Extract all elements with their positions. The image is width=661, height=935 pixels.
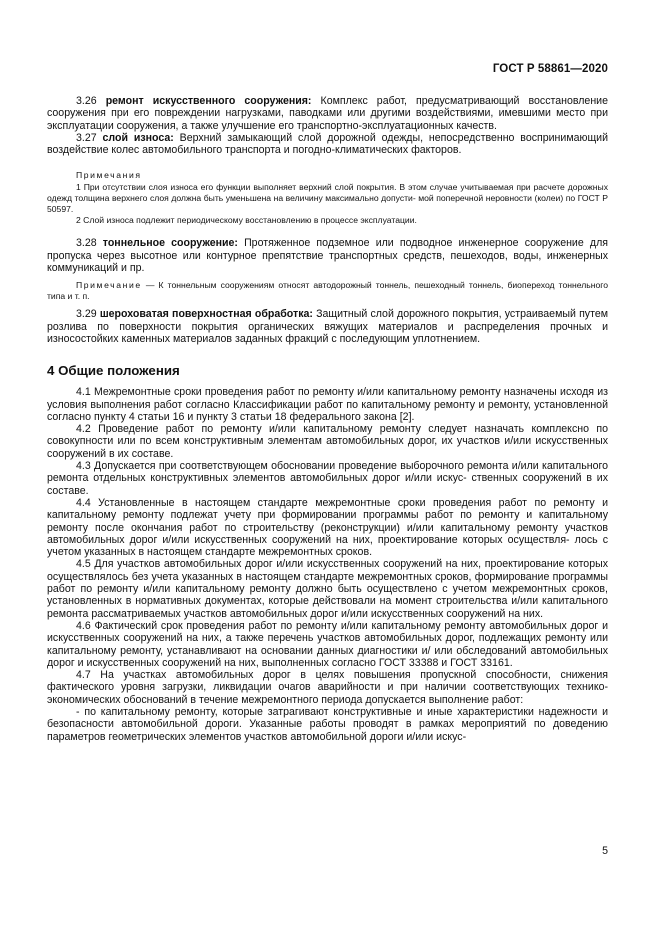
paragraph-4-6: 4.6 Фактический срок проведения работ по ремонту и/или капитальному ремонту автомобильных дорог и искусственных сооружений на них, а также перечень участков автомобильных дорог, подлежащих ремонту или капитальному ремонту, устанавливают на основании данных диагностики и/ или обследований автомобильных дорог и искусственных сооружений на них, выполненных согласно ГОСТ 33388 и ГОСТ 33161. — [47, 619, 608, 669]
term: ремонт искусственного сооружения: — [105, 95, 312, 107]
definition-3-28 — [47, 237, 608, 274]
paragraph-4-5: 4.5 Для участков автомобильных дорог и/или искусственных сооружений на них, проектирование которых осуществлялось без учета указанных в настоящем стандарте межремонтных сроков, формирование программы работ по ремонту и/или капитальному ремонту должно быть осуществлено с учетом межремонтных сроков, установленных в нормативных документах, которые действовали на момент строительства и/или капитального ремонта рассматриваемых участков автомобильных дорог и/или искусственных сооружений на них. — [47, 558, 608, 620]
section-4-heading: 4 Общие положения — [47, 363, 180, 379]
paragraph-4-4: 4.4 Установленные в настоящем стандарте межремонтные сроки проведения работ по ремонту и капитальному ремонту подлежат учету при формировании программы работ по ремонту и капитальному ремонту после окончания работ по строительству (реконструкции) и/или капитальному ремонту участков автомобильных дорог и/или искусственных сооружений на них, проектирование которых осуществля- лось с учетом указанных в настоящем стандарте межремонтных сроков. — [47, 496, 608, 559]
definition-text: Протяженное подземное или подводное инженерное сооружение для пропуска через высотное или контурное препятствие транспортных средств, пешеходов, воды, инженерных коммуникаций и пр. — [47, 237, 608, 275]
definition-3-29 — [47, 308, 608, 345]
definition-3-26 — [47, 95, 608, 132]
term: тоннельное сооружение: — [102, 237, 238, 250]
item-number: 3.28 — [76, 237, 97, 250]
note-2: 2 Слой износа подлежит периодическому восстановлению в процессе эксплуатации. — [76, 215, 417, 226]
term: шероховатая поверхностная обработка: — [99, 308, 313, 321]
note-1: 1 При отсутствии слоя износа его функции выполняет верхний слой покрытия. В этом случае учитываемая при расчете дорожных одежд толщина верхнего слоя должна быть уменьшена на величину максимально допусти- мой поперечной неровности (колеи) по ГОСТ Р 50597. — [47, 182, 608, 215]
list-item-capital-repair: - по капитальному ремонту, которые затрагивают конструктивные и иные характеристики надежности и безопасности автомобильной дороги. Указанные работы проводят в рамках мероприятий по доведению параметров геометрических элементов участков автомобильной дороги и/или искус- — [47, 705, 608, 743]
standard-code-header: ГОСТ Р 58861—2020 — [492, 63, 608, 75]
definition-text: Комплекс работ, предусматривающий восстановление сооружения при его повреждении нагрузками, паводками или другими воздействиями, имевшими место при эксплуатации сооружения, а также улучшение его транспортно-эксплуатационных качеств. — [47, 95, 608, 132]
notes-title: Примечания — [76, 170, 142, 181]
definition-3-27 — [47, 132, 608, 157]
paragraph-4-3: 4.3 Допускается при соответствующем обосновании проведение выборочного ремонта и/или капитального ремонта отдельных конструктивных элементов автомобильных дорог и/или искус- ственных сооружений в их составе. — [47, 460, 608, 497]
notes-block — [47, 170, 608, 226]
paragraph-4-1: 4.1 Межремонтные сроки проведения работ по ремонту и/или капитальному ремонту назначены исходя из условия выполнения работ согласно Классификации работ по капитальному ремонту и ремонту, установленной согласно пункту 4 статьи 16 и пункту 3 статьи 18 федерального закона [2]. — [47, 386, 608, 423]
item-number: 3.27 — [76, 131, 97, 144]
definition-text: Защитный слой дорожного покрытия, устраиваемый путем розлива по поверхности покрытия органических вяжущих материалов и распределения прочных и износостойких каменных материалов заданных фракций с последующим уплотнением. — [47, 308, 609, 345]
item-number: 3.29 — [76, 308, 97, 321]
paragraph-4-2: 4.2 Проведение работ по ремонту и/или капитальному ремонту следует назначать комплексно по совокупности или по всем конструктивным элементам автомобильных дорог, их участков и/или искусственных сооружений в их составе. — [47, 423, 608, 460]
note-text: — К тоннельным сооружениям относят автодорожный тоннель, пешеходный тоннель, биопереход тоннельного типа и т. п. — [47, 280, 608, 302]
definition-text: Верхний замыкающий слой дорожной одежды, непосредственно воспринимающий воздействие колес автомобильного транспорта и погодно-климатических факторов. — [47, 131, 608, 157]
paragraph-4-7: 4.7 На участках автомобильных дорог в целях повышения пропускной способности, снижения фактического уровня загрузки, ликвидации очагов аварийности и при наличии соответствующих технико- экономических обоснований в течение межремонтного периода допускается выполнение работ: — [47, 669, 608, 706]
note-3-28 — [47, 280, 608, 302]
item-number: 3.26 — [76, 95, 97, 107]
page-content — [47, 95, 608, 743]
page-number: 5 — [602, 845, 608, 857]
term: слой износа: — [102, 131, 174, 144]
note-label: Примечание — [76, 280, 142, 291]
